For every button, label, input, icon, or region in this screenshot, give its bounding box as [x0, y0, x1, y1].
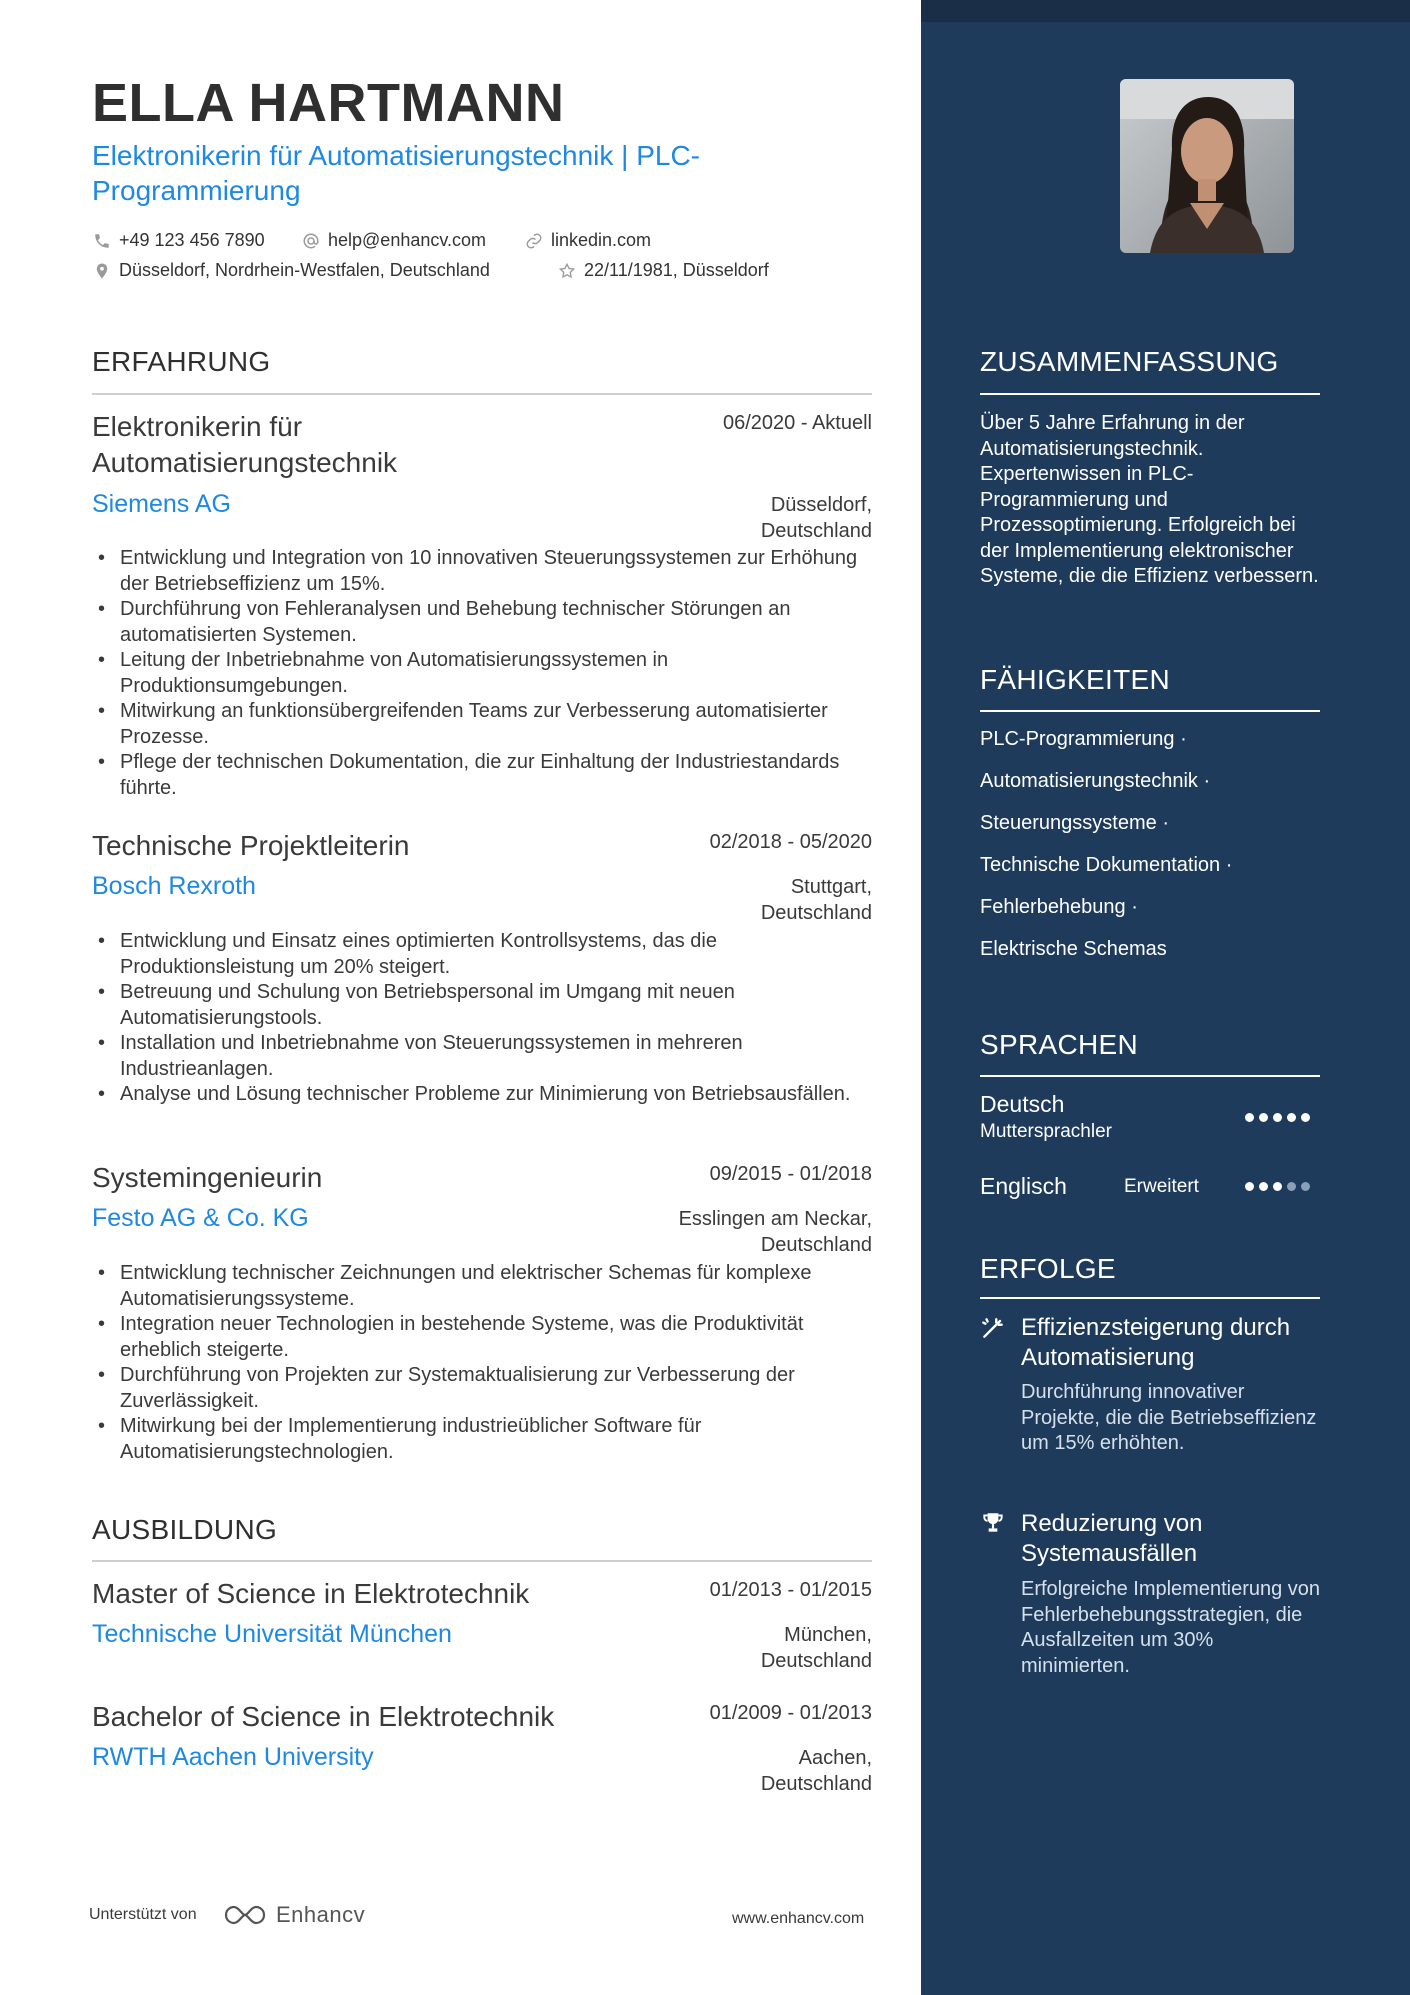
language-level: Erweitert [1124, 1176, 1199, 1197]
rating-dot-filled [1301, 1113, 1310, 1122]
job-bullet: • Pflege der technischen Dokumentation, die zur Einhaltung der Industriestandards führte. [120, 750, 872, 801]
phone-text: +49 123 456 7890 [119, 230, 265, 250]
achievement-desc: Erfolgreiche Implementierung von Fehlerbehebungsstrategien, die Ausfallzeiten um 30% minimierten. [1021, 1578, 1321, 1677]
skill-item: Fehlerbehebung · [980, 896, 1138, 918]
job-bullet: • Mitwirkung an funktionsübergreifenden Teams zur Verbesserung automatisierter Prozesse. [120, 699, 872, 750]
job-location: Stuttgart, Deutschland [760, 876, 872, 924]
contact-email[interactable] [301, 230, 486, 251]
trophy-icon [980, 1510, 1006, 1536]
footer-url[interactable]: www.enhancv.com [732, 1910, 865, 1927]
linkedin-text: linkedin.com [551, 230, 652, 250]
contact-location [92, 260, 490, 281]
job-company[interactable]: Siemens AG [92, 490, 231, 518]
headline: Elektronikerin für Automatisierungstechnik | PLC-Programmierung [92, 140, 700, 206]
location-text: Düsseldorf, Nordrhein-Westfalen, Deutschland [119, 260, 490, 280]
job-company[interactable]: Festo AG & Co. KG [92, 1204, 309, 1232]
job-bullet: • Entwicklung und Integration von 10 innovativen Steuerungssystemen zur Erhöhung der Betriebseffizienz um 15%. [120, 546, 872, 597]
education-heading: AUSBILDUNG [92, 1514, 278, 1545]
summary-text: Über 5 Jahre Erfahrung in der Automatisierungstechnik. Expertenwissen in PLC-Programmierung und Prozessoptimierung. Erfolgreich bei der Implementierung elektronischer Systeme, die die Effizienz verbessern. [980, 412, 1319, 587]
skill-item: Technische Dokumentation · [980, 854, 1233, 876]
job-title: Technische Projektleiterin [92, 830, 410, 861]
magic-wand-icon [980, 1315, 1006, 1341]
language-name: Deutsch [980, 1091, 1065, 1117]
rating-dot-filled [1259, 1113, 1268, 1122]
job-bullet: • Entwicklung und Einsatz eines optimierten Kontrollsystems, das die Produktionsleistung um 20% steigert. [120, 929, 872, 980]
job-bullet: • Durchführung von Fehleranalysen und Behebung technischer Störungen an automatisierten Systemen. [120, 597, 872, 648]
job-bullet: • Betreuung und Schulung von Betriebspersonal im Umgang mit neuen Automatisierungstools. [120, 980, 872, 1031]
candidate-name: ELLA HARTMANN [92, 73, 565, 133]
language-level: Muttersprachler [980, 1121, 1112, 1142]
skills-divider [980, 710, 1320, 712]
languages-divider [980, 1075, 1320, 1077]
school-name[interactable]: Technische Universität München [92, 1620, 452, 1648]
enhancv-logo[interactable] [222, 1902, 365, 1928]
job-title: Elektronikerin für Automatisierungstechnik [92, 411, 398, 478]
sidebar [921, 0, 1410, 1995]
achievements-divider [980, 1297, 1320, 1299]
education-divider [92, 1560, 872, 1562]
sidebar-top-bar [921, 0, 1410, 22]
job-bullet: • Integration neuer Technologien in bestehende Systeme, was die Produktivität erheblich steigerte. [120, 1312, 872, 1363]
rating-dot-filled [1287, 1113, 1296, 1122]
degree-title: Bachelor of Science in Elektrotechnik [92, 1701, 555, 1732]
contact-linkedin[interactable] [524, 230, 651, 251]
rating-dot-empty [1287, 1182, 1296, 1191]
languages-heading: SPRACHEN [980, 1029, 1138, 1060]
rating-dot-filled [1273, 1182, 1282, 1191]
degree-title: Master of Science in Elektrotechnik [92, 1578, 530, 1609]
school-name[interactable]: RWTH Aachen University [92, 1743, 374, 1771]
birth-text: 22/11/1981, Düsseldorf [584, 260, 769, 280]
skill-item: Automatisierungstechnik · [980, 770, 1211, 792]
job-bullet: • Leitung der Inbetriebnahme von Automatisierungssystemen in Produktionsumgebungen. [120, 648, 872, 699]
job-bullets [92, 1261, 872, 1465]
enhancv-logo-icon [222, 1903, 268, 1927]
contact-birth [557, 260, 769, 281]
rating-dot-filled [1259, 1182, 1268, 1191]
job-location: Düsseldorf, Deutschland [760, 494, 872, 542]
job-bullets [92, 929, 872, 1108]
job-location: Esslingen am Neckar, Deutschland [678, 1208, 872, 1256]
rating-dot-empty [1301, 1182, 1310, 1191]
job-company[interactable]: Bosch Rexroth [92, 872, 256, 900]
school-location: München, Deutschland [760, 1624, 872, 1672]
job-bullet: • Installation und Inbetriebnahme von Steuerungssystemen in mehreren Industrieanlagen. [120, 1031, 872, 1082]
summary-heading: ZUSAMMENFASSUNG [980, 346, 1279, 377]
star-icon [557, 261, 577, 281]
job-bullet: • Durchführung von Projekten zur Systemaktualisierung zur Verbesserung der Zuverlässigkeit. [120, 1363, 872, 1414]
rating-dot-filled [1273, 1113, 1282, 1122]
experience-heading: ERFAHRUNG [92, 346, 271, 377]
profile-photo [1120, 79, 1294, 253]
skills-heading: FÄHIGKEITEN [980, 664, 1170, 695]
skill-item: Elektrische Schemas [980, 938, 1167, 960]
school-location: Aachen, Deutschland [760, 1747, 872, 1795]
job-bullet: • Mitwirkung bei der Implementierung industrieüblicher Software für Automatisierungstechnologien. [120, 1414, 872, 1465]
achievements-heading: ERFOLGE [980, 1253, 1116, 1284]
rating-dot-filled [1245, 1182, 1254, 1191]
degree-date: 01/2009 - 01/2013 [709, 1702, 872, 1724]
degree-date: 01/2013 - 01/2015 [709, 1579, 872, 1601]
job-bullets [92, 546, 872, 801]
enhancv-logo-text: Enhancv [276, 1902, 366, 1927]
achievement-title: Reduzierung von Systemausfällen [1021, 1510, 1203, 1567]
skill-item: PLC-Programmierung · [980, 728, 1187, 750]
contact-phone[interactable] [92, 230, 265, 251]
language-rating [1245, 1113, 1310, 1122]
job-bullet: • Analyse und Lösung technischer Probleme zur Minimierung von Betriebsausfällen. [120, 1082, 872, 1108]
summary-divider [980, 393, 1320, 395]
achievement-title: Effizienzsteigerung durch Automatisierung [1021, 1314, 1291, 1371]
location-pin-icon [92, 261, 112, 281]
language-rating [1245, 1182, 1310, 1191]
footer-powered-by: Unterstützt von [89, 1906, 197, 1923]
job-date: 09/2015 - 01/2018 [709, 1163, 872, 1185]
job-date: 06/2020 - Aktuell [723, 412, 872, 434]
skill-item: Steuerungssysteme · [980, 812, 1169, 834]
achievement-desc: Durchführung innovativer Projekte, die die Betriebseffizienz um 15% erhöhten. [1021, 1381, 1317, 1454]
language-name: Englisch [980, 1173, 1067, 1199]
experience-divider [92, 393, 872, 395]
job-bullet: • Entwicklung technischer Zeichnungen und elektrischer Schemas für komplexe Automatisierungssysteme. [120, 1261, 872, 1312]
job-title: Systemingenieurin [92, 1162, 323, 1193]
link-icon [524, 231, 544, 251]
email-text: help@enhancv.com [328, 230, 487, 250]
rating-dot-filled [1245, 1113, 1254, 1122]
at-icon [301, 231, 321, 251]
job-date: 02/2018 - 05/2020 [709, 831, 872, 853]
phone-icon [92, 231, 112, 251]
